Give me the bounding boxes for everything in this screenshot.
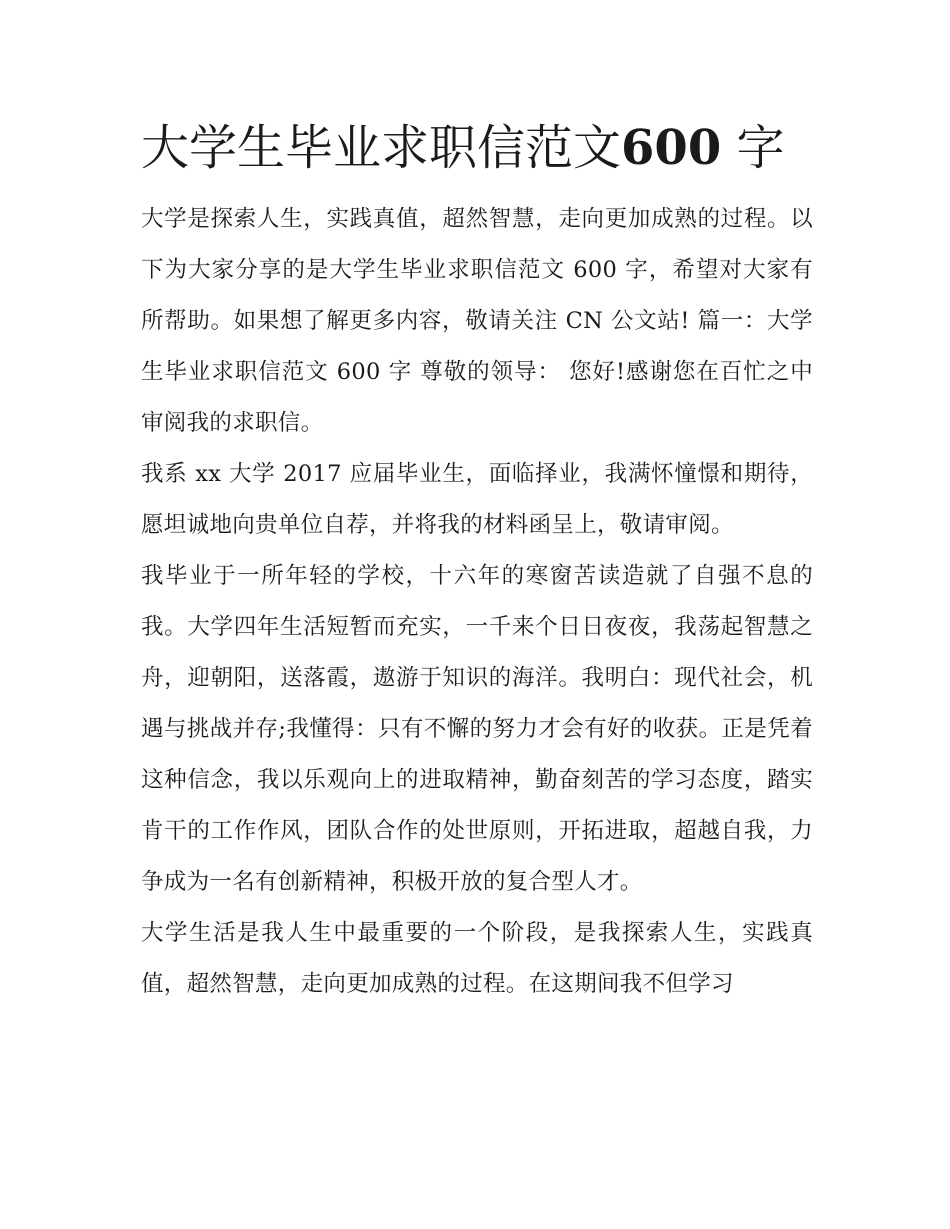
- paragraph-self-introduction: 我系 xx 大学 2017 应届毕业生，面临择业，我满怀憧憬和期待，愿坦诚地向贵单位自荐，并将我的材料函呈上，敬请审阅。: [141, 461, 813, 538]
- title-suffix: 字: [736, 120, 785, 176]
- title-number: 600: [621, 120, 722, 176]
- title-text: 大学生毕业求职信范文: [141, 120, 622, 176]
- document-body: [141, 112, 813, 1010]
- paragraph-intro: 大学是探索人生，实践真值，超然智慧，走向更加成熟的过程。以下为大家分享的是大学生毕业求职信范文 600 字，希望对大家有所帮助。如果想了解更多内容，敬请关注 CN 公文站! 篇一：大学生毕业求职信范文 600 字 尊敬的领导： 您好!感谢您在百忙之中审阅我的求职信。: [141, 206, 813, 436]
- paragraph-college-life: 大学生活是我人生中最重要的一个阶段，是我探索人生，实践真值，超然智慧，走向更加成熟的过程。在这期间我不但学习: [141, 920, 813, 997]
- paragraph-education: 我毕业于一所年轻的学校，十六年的寒窗苦读造就了自强不息的我。大学四年生活短暂而充实，一千来个日日夜夜，我荡起智慧之舟，迎朝阳，送落霞，遨游于知识的海洋。我明白：现代社会，机遇与挑战并存;我懂得：只有不懈的努力才会有好的收获。正是凭着这种信念，我以乐观向上的进取精神，勤奋刻苦的学习态度，踏实肯干的工作作风，团队合作的处世原则，开拓进取，超越自我，力争成为一名有创新精神，积极开放的复合型人才。: [141, 563, 813, 895]
- document-title: [141, 112, 813, 184]
